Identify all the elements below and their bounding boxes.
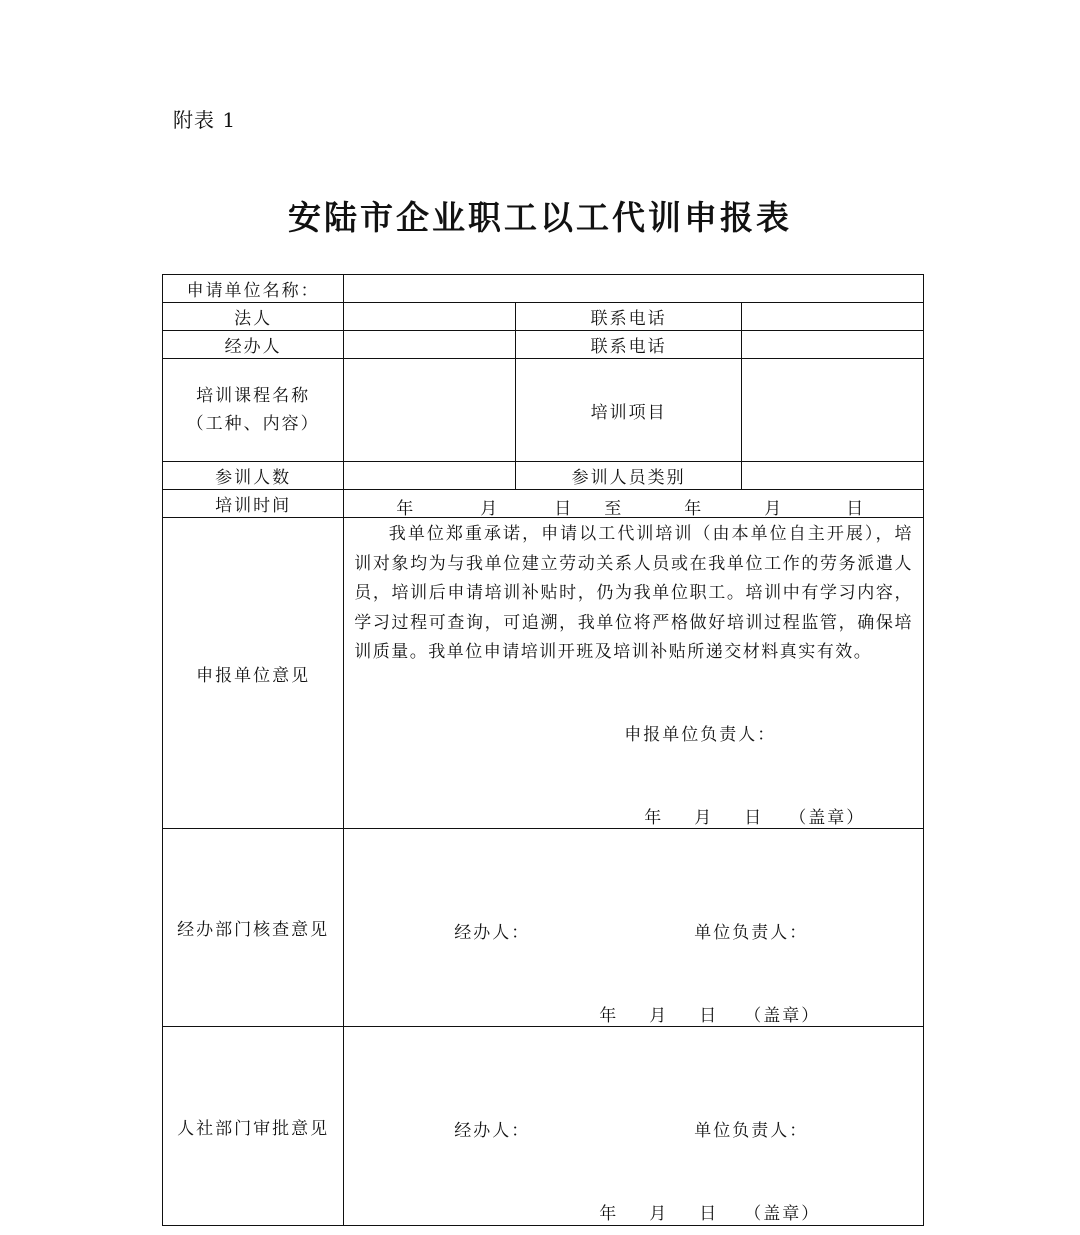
legal-person-field[interactable] xyxy=(344,303,516,331)
training-time-label: 培训时间 xyxy=(163,490,344,518)
hr-unit-head-label: 单位负责人： xyxy=(694,1121,809,1141)
handling-handler-label: 经办人： xyxy=(454,923,531,943)
phone-field-1[interactable] xyxy=(741,303,923,331)
unit-responsible-label: 申报单位负责人： xyxy=(624,725,777,745)
unit-sign-month: 月 xyxy=(694,808,714,828)
unit-sign-year: 年 xyxy=(644,808,664,828)
hr-dept-cell xyxy=(344,1027,924,1226)
course-name-label-line1: 培训课程名称 xyxy=(196,386,311,406)
start-year-label: 年 xyxy=(396,499,416,519)
unit-opinion-cell xyxy=(344,518,924,829)
training-time-field[interactable] xyxy=(344,490,924,518)
course-name-label-line2: （工种、内容） xyxy=(186,414,320,434)
hr-seal-label: （盖章） xyxy=(744,1204,821,1224)
handling-sign-day: 日 xyxy=(699,1006,719,1026)
start-month-label: 月 xyxy=(480,499,500,519)
unit-seal-label: （盖章） xyxy=(789,808,866,828)
training-item-field[interactable] xyxy=(741,359,923,462)
appendix-label: 附表 1 xyxy=(173,108,237,132)
unit-sign-day: 日 xyxy=(744,808,764,828)
handling-dept-label: 经办部门核查意见 xyxy=(163,829,344,1027)
participants-field[interactable] xyxy=(344,462,516,490)
participant-category-field[interactable] xyxy=(741,462,923,490)
end-year-label: 年 xyxy=(684,499,704,519)
hr-dept-label: 人社部门审批意见 xyxy=(163,1027,344,1226)
course-name-label xyxy=(163,359,344,462)
handling-dept-cell xyxy=(344,829,924,1027)
participant-category-label: 参训人员类别 xyxy=(516,462,741,490)
end-day-label: 日 xyxy=(846,499,866,519)
applicant-unit-label: 申请单位名称： xyxy=(163,275,344,303)
form-title: 安陆市企业职工以工代训申报表 xyxy=(288,198,792,237)
hr-handler-label: 经办人： xyxy=(454,1121,531,1141)
applicant-unit-field[interactable] xyxy=(344,275,924,303)
to-label: 至 xyxy=(604,499,624,519)
participants-label: 参训人数 xyxy=(163,462,344,490)
legal-person-label: 法人 xyxy=(163,303,344,331)
hr-sign-year: 年 xyxy=(599,1204,619,1224)
handling-sign-year: 年 xyxy=(599,1006,619,1026)
phone-label-1: 联系电话 xyxy=(516,303,741,331)
unit-opinion-text: 我单位郑重承诺，申请以工代训培训（由本单位自主开展），培训对象均为与我单位建立劳动关系人员或在我单位工作的劳务派遣人员，培训后申请培训补贴时，仍为我单位职工。培训中有学习内容，学习过程可查询，可追溯，我单位将严格做好培训过程监管，确保培训质量。我单位申请培训开班及培训补贴所递交材料真实有效。 xyxy=(354,524,913,662)
handling-seal-label: （盖章） xyxy=(744,1006,821,1026)
hr-sign-month: 月 xyxy=(649,1204,669,1224)
handler-label: 经办人 xyxy=(163,331,344,359)
hr-sign-day: 日 xyxy=(699,1204,719,1224)
phone-field-2[interactable] xyxy=(741,331,923,359)
phone-label-2: 联系电话 xyxy=(516,331,741,359)
application-form xyxy=(162,274,924,1226)
unit-opinion-label: 申报单位意见 xyxy=(163,518,344,829)
end-month-label: 月 xyxy=(764,499,784,519)
handling-unit-head-label: 单位负责人： xyxy=(694,923,809,943)
course-name-field[interactable] xyxy=(344,359,516,462)
training-item-label: 培训项目 xyxy=(516,359,741,462)
handler-field[interactable] xyxy=(344,331,516,359)
start-day-label: 日 xyxy=(554,499,574,519)
handling-sign-month: 月 xyxy=(649,1006,669,1026)
